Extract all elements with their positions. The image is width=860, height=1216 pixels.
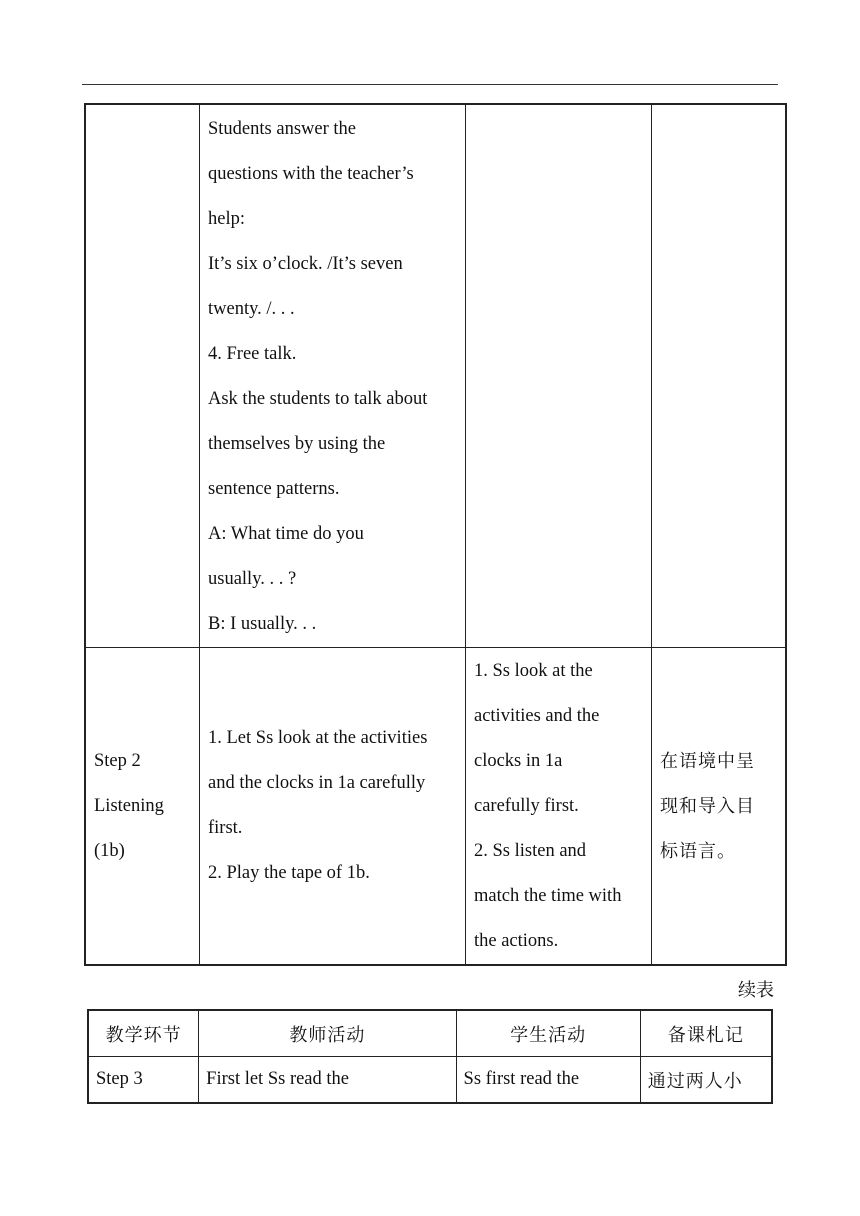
text-line: 标语言。 xyxy=(660,840,736,862)
text-line: Listening xyxy=(94,795,164,816)
table-cell-teacher-activity: First let Ss read the xyxy=(199,1057,456,1104)
text-line: twenty. /. . . xyxy=(208,299,295,319)
text-line: Step 2 xyxy=(94,750,141,771)
text-line: 在语境中呈 xyxy=(660,750,755,772)
table-cell-notes: 通过两人小 xyxy=(640,1057,772,1104)
table-cell-student-activity xyxy=(466,648,652,966)
text-line: Ask the students to talk about xyxy=(208,389,428,409)
text-line: the actions. xyxy=(474,930,559,951)
table-cell-student-activity xyxy=(466,104,652,648)
text-line: clocks in 1a xyxy=(474,750,563,771)
text-line: 4. Free talk. xyxy=(208,344,297,364)
table-cell-step xyxy=(85,648,200,966)
text-line: themselves by using the xyxy=(208,434,386,454)
header-cell-notes: 备课札记 xyxy=(640,1010,772,1057)
header-cell-step: 教学环节 xyxy=(88,1010,199,1057)
table-header-row xyxy=(88,1010,772,1057)
text-line: match the time with xyxy=(474,885,622,906)
table-cell-teacher-activity xyxy=(200,104,466,648)
text-line: 1. Ss look at the xyxy=(474,660,593,681)
header-rule xyxy=(82,84,778,85)
text-line: 2. Play the tape of 1b. xyxy=(208,863,370,883)
table-cell-notes xyxy=(652,104,787,648)
text-line: usually. . . ? xyxy=(208,569,297,589)
text-line: 1. Let Ss look at the activities xyxy=(208,728,428,748)
text-line: Students answer the xyxy=(208,119,356,139)
text-line: and the clocks in 1a carefully xyxy=(208,773,426,793)
text-line: 现和导入目 xyxy=(660,795,755,817)
text-line: questions with the teacher’s xyxy=(208,164,414,184)
table-cell-notes xyxy=(652,648,787,966)
text-line: A: What time do you xyxy=(208,524,364,544)
lesson-plan-table-continued xyxy=(87,1009,773,1104)
header-cell-teacher-activity: 教师活动 xyxy=(199,1010,456,1057)
text-line: (1b) xyxy=(94,840,125,861)
text-line: first. xyxy=(208,818,243,838)
table-cell-teacher-activity xyxy=(200,648,466,966)
text-line: It’s six o’clock. /It’s seven xyxy=(208,254,403,274)
continued-label: 续表 xyxy=(738,980,774,1001)
table-cell-student-activity: Ss first read the xyxy=(456,1057,640,1104)
header-cell-student-activity: 学生活动 xyxy=(456,1010,640,1057)
table-row xyxy=(85,648,786,966)
text-line: 2. Ss listen and xyxy=(474,840,587,861)
table-row xyxy=(85,104,786,648)
table-cell-step xyxy=(85,104,200,648)
lesson-plan-table xyxy=(84,103,787,966)
text-line: B: I usually. . . xyxy=(208,614,317,634)
text-line: carefully first. xyxy=(474,795,579,816)
text-line: sentence patterns. xyxy=(208,479,340,499)
text-line: help: xyxy=(208,209,245,229)
text-line: activities and the xyxy=(474,705,600,726)
table-cell-step: Step 3 xyxy=(88,1057,199,1104)
table-row xyxy=(88,1057,772,1104)
